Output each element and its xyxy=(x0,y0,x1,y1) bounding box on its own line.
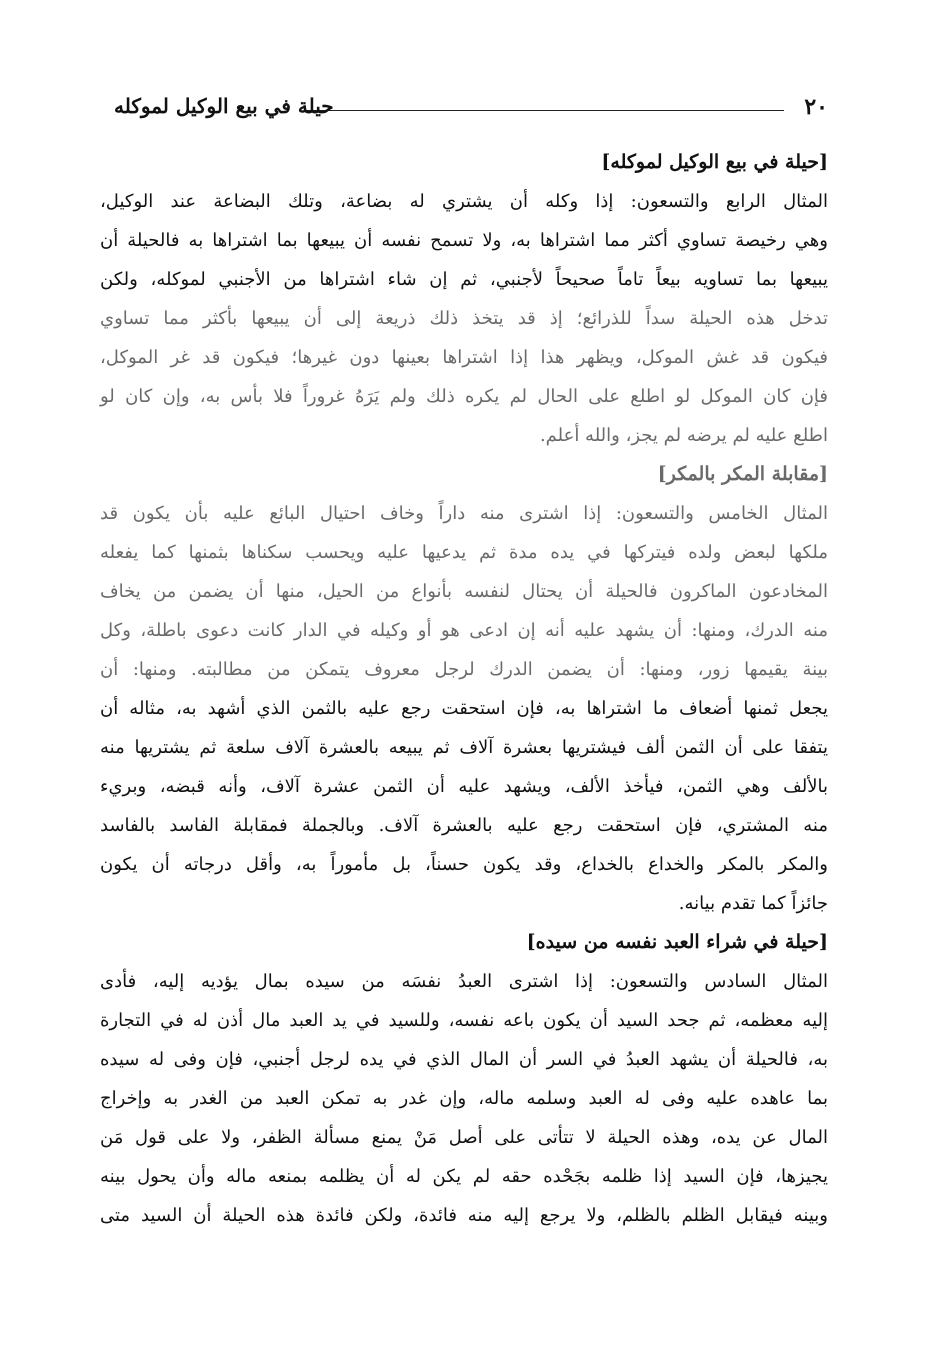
section-paragraph xyxy=(100,182,828,455)
section-paragraph xyxy=(100,494,828,923)
header-rule xyxy=(304,110,784,111)
text-line: وبينه فيقابل الظلم بالظلم، ولا يرجع إليه منه فائدة، ولكن فائدة هذه الحيلة أن السيد متى xyxy=(100,1205,828,1226)
text-line: والمكر بالمكر والخداع بالخداع، وقد يكون حسناً، بل مأموراً به، وأقل درجاته أن يكون xyxy=(100,854,828,875)
text-line: المثال الخامس والتسعون: إذا اشترى منه داراً وخاف احتيال البائع عليه بأن يكون قد xyxy=(100,503,828,524)
text-line: المال عن يده، وهذه الحيلة لا تتأتى على أصل مَنْ يمنع مسألة الظفر، ولا على قول مَن xyxy=(100,1127,828,1148)
text-line: به، فالحيلة أن يشهد العبدُ في السر أن المال الذي في يده لرجل أجنبي، فإن وفى له سيده xyxy=(100,1049,828,1070)
text-line: بينة يقيمها زور، ومنها: أن يضمن الدرك لرجل معروف يتمكن من مطالبته. ومنها: أن xyxy=(100,659,828,680)
section-heading: [مقابلة المكر بالمكر] xyxy=(657,463,828,485)
text-line: يجيزها، فإن السيد إذا ظلمه بجَحْده حقه لم يكن له أن يظلمه بمنعه ماله وأن يحول بينه xyxy=(100,1166,828,1187)
text-line: منه الدرك، ومنها: أن يشهد عليه أنه إن ادعى هو أو وكيله في الدار كانت دعوى باطلة، وكل xyxy=(100,620,828,641)
running-header xyxy=(100,86,828,126)
text-line: فإن كان الموكل لو اطلع على الحال لم يكره ذلك ولم يَرَهُ غروراً فلا بأس به، وإن كان لو xyxy=(100,386,828,407)
section-heading: [حيلة في شراء العبد نفسه من سيده] xyxy=(526,931,828,953)
text-line: المخادعون الماكرون فالحيلة أن يحتال لنفسه بأنواع من الحيل، منها أن يضمن من يخاف xyxy=(100,581,828,602)
text-line: فيكون قد غش الموكل، ويظهر هذا إذا اشتراها بعينها دون غيرها؛ فيكون قد غر الموكل، xyxy=(100,347,828,368)
text-line: يتفقا على أن الثمن ألف فيشتريها بعشرة آلاف ثم يبيعه بالعشرة آلاف سلعة ثم يشتريها منه xyxy=(100,737,829,758)
text-line: يبيعها بما تساويه بيعاً تاماً صحيحاً لأجنبي، ثم إن شاء اشتراها من الأجنبي لموكله، ولكن xyxy=(100,269,828,290)
section-heading: [حيلة في بيع الوكيل لموكله] xyxy=(601,151,828,173)
page-body xyxy=(100,143,828,1235)
text-line: منه المشتري، فإن استحقت رجع عليه بالعشرة آلاف. وبالجملة فمقابلة الفاسد بالفاسد xyxy=(100,815,828,836)
text-line: بالألف وهي الثمن، فيأخذ الألف، ويشهد عليه أن الثمن عشرة آلاف، وأنه قبضه، وبريء xyxy=(100,776,828,797)
text-line: المثال الرابع والتسعون: إذا وكله أن يشتري له بضاعة، وتلك البضاعة عند الوكيل، xyxy=(100,191,828,212)
text-line: بما عاهده عليه وفى له العبد وسلمه ماله، وإن غدر به تمكن العبد من الغدر به وإخراج xyxy=(100,1088,828,1109)
text-line: وهي رخيصة تساوي أكثر مما اشتراها به، ولا تسمح نفسه أن يبيعها بما اشتراها به فالحيلة أن xyxy=(100,230,828,251)
text-line: جائزاً كما تقدم بيانه. xyxy=(678,893,828,914)
text-line: تدخل هذه الحيلة سداً للذرائع؛ إذ قد يتخذ ذلك ذريعة إلى أن يبيعها بأكثر مما تساوي xyxy=(100,308,828,329)
running-title: حيلة في بيع الوكيل لموكله xyxy=(114,94,334,118)
text-line: ملكها لبعض ولده فيتركها في يده مدة ثم يدعيها عليه ويحسب سكناها بثمنها كما يفعله xyxy=(100,542,828,563)
text-line: يجعل ثمنها أضعاف ما اشتراها به، فإن استحقت رجع عليه بالثمن الذي أشهد به، مثاله أن xyxy=(100,698,828,719)
page-number: ٢٠ xyxy=(804,94,828,120)
text-line: إليه معظمه، ثم جحد السيد أن يكون باعه نفسه، وللسيد في يد العبد مال أذن له في التجارة xyxy=(100,1010,828,1031)
section-paragraph xyxy=(100,962,828,1235)
text-line: اطلع عليه لم يرضه لم يجز، والله أعلم. xyxy=(539,425,828,446)
text-line: المثال السادس والتسعون: إذا اشترى العبدُ نفسَه من سيده بمال يؤديه إليه، فأدى xyxy=(100,971,828,992)
